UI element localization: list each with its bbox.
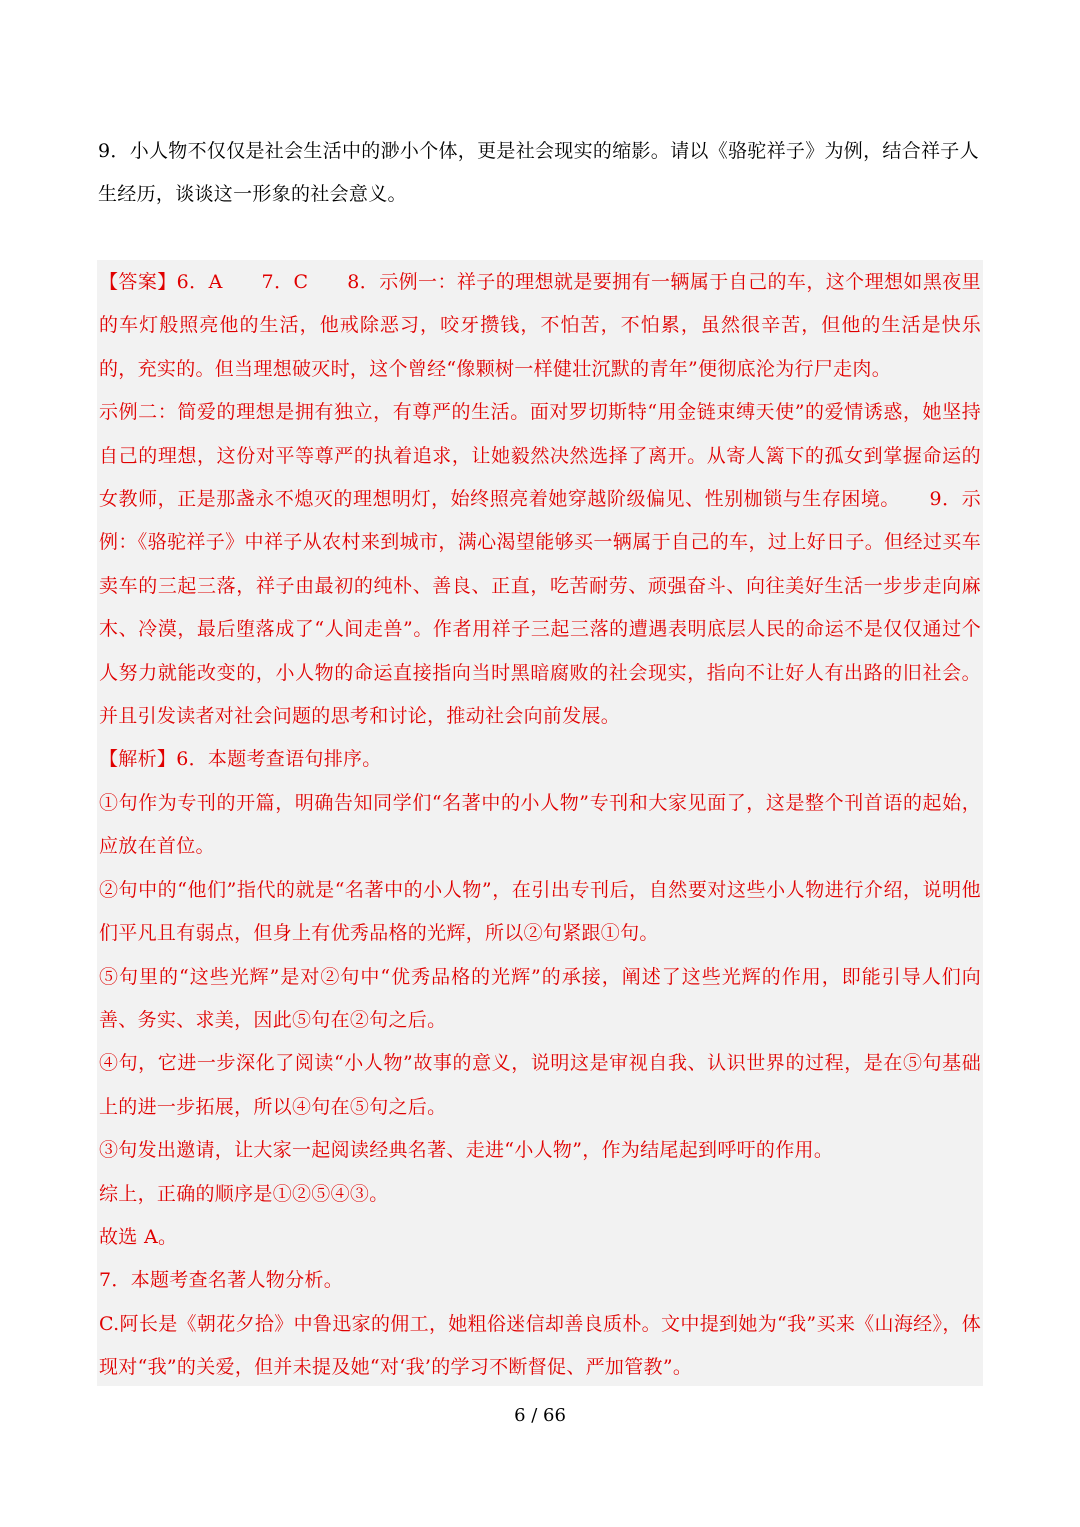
analysis-heading: 7．本题考查名著人物分析。 — [99, 1269, 343, 1292]
analysis-paragraph: ①句作为专刊的开篇，明确告知同学们“名著中的小人物”专刊和大家见面了，这是整个刊首语的起始，应放在首位。 — [99, 791, 981, 858]
analysis-paragraph: 故选 A。 — [99, 1225, 178, 1248]
analysis-heading: 【解析】6．本题考查语句排序。 — [99, 748, 382, 771]
question-9: 9．小人物不仅仅是社会生活中的渺小个体，更是社会现实的缩影。请以《骆驼祥子》为例，结合祥子人生经历，谈谈这一形象的社会意义。 — [98, 140, 979, 205]
answer-block — [97, 260, 983, 1386]
answer-paragraph: 【答案】6．A 7．C 8．示例一：祥子的理想就是要拥有一辆属于自己的车，这个理想如黑夜里的车灯般照亮他的生活，他戒除恶习，咬牙攒钱，不怕苦，不怕累，虽然很辛苦，但他的生活是快乐的，充实的。但当理想破灭时，这个曾经“像颗树一样健壮沉默的青年”便彻底沦为行尸走肉。 — [99, 271, 981, 380]
analysis-paragraph: C.阿长是《朝花夕拾》中鲁迅家的佣工，她粗俗迷信却善良质朴。文中提到她为“我”买来《山海经》，体现对“我”的关爱，但并未提及她“对‘我’的学习不断督促、严加管教”。 — [99, 1312, 981, 1379]
analysis-paragraph: ②句中的“他们”指代的就是“名著中的小人物”，在引出专刊后，自然要对这些小人物进行介绍，说明他们平凡且有弱点，但身上有优秀品格的光辉，所以②句紧跟①句。 — [99, 878, 981, 945]
answer-paragraph: 示例二：简爱的理想是拥有独立，有尊严的生活。面对罗切斯特“用金链束缚天使”的爱情诱惑，她坚持自己的理想，这份对平等尊严的执着追求，让她毅然决然选择了离开。从寄人篱下的孤女到掌握命运的女教师，正是那盏永不熄灭的理想明灯，始终照亮着她穿越阶级偏见、性别枷锁与生存困境。 9．示例：《骆驼祥子》中祥子从农村来到城市，满心渴望能够买一辆属于自己的车，过上好日子。但经过买车卖车的三起三落，祥子由最初的纯朴、善良、正直，吃苦耐劳、顽强奋斗、向往美好生活一步步走向麻木、冷漠，最后堕落成了“人间走兽”。作者用祥子三起三落的遭遇表明底层人民的命运不是仅仅通过个人努力就能改变的，小人物的命运直接指向当时黑暗腐败的社会现实，指向不让好人有出路的旧社会。并且引发读者对社会问题的思考和讨论，推动社会向前发展。 — [99, 401, 981, 728]
analysis-paragraph: ⑤句里的“这些光辉”是对②句中“优秀品格的光辉”的承接，阐述了这些光辉的作用，即能引导人们向善、务实、求美，因此⑤句在②句之后。 — [99, 965, 981, 1031]
analysis-paragraph: ④句，它进一步深化了阅读“小人物”故事的意义，说明这是审视自我、认识世界的过程，是在⑤句基础上的进一步拓展，所以④句在⑤句之后。 — [99, 1052, 981, 1118]
analysis-paragraph: 综上，正确的顺序是①②⑤④③。 — [99, 1182, 389, 1205]
page-number: 6 / 66 — [514, 1405, 566, 1426]
analysis-paragraph: ③句发出邀请，让大家一起阅读经典名著、走进“小人物”，作为结尾起到呼吁的作用。 — [99, 1139, 834, 1162]
